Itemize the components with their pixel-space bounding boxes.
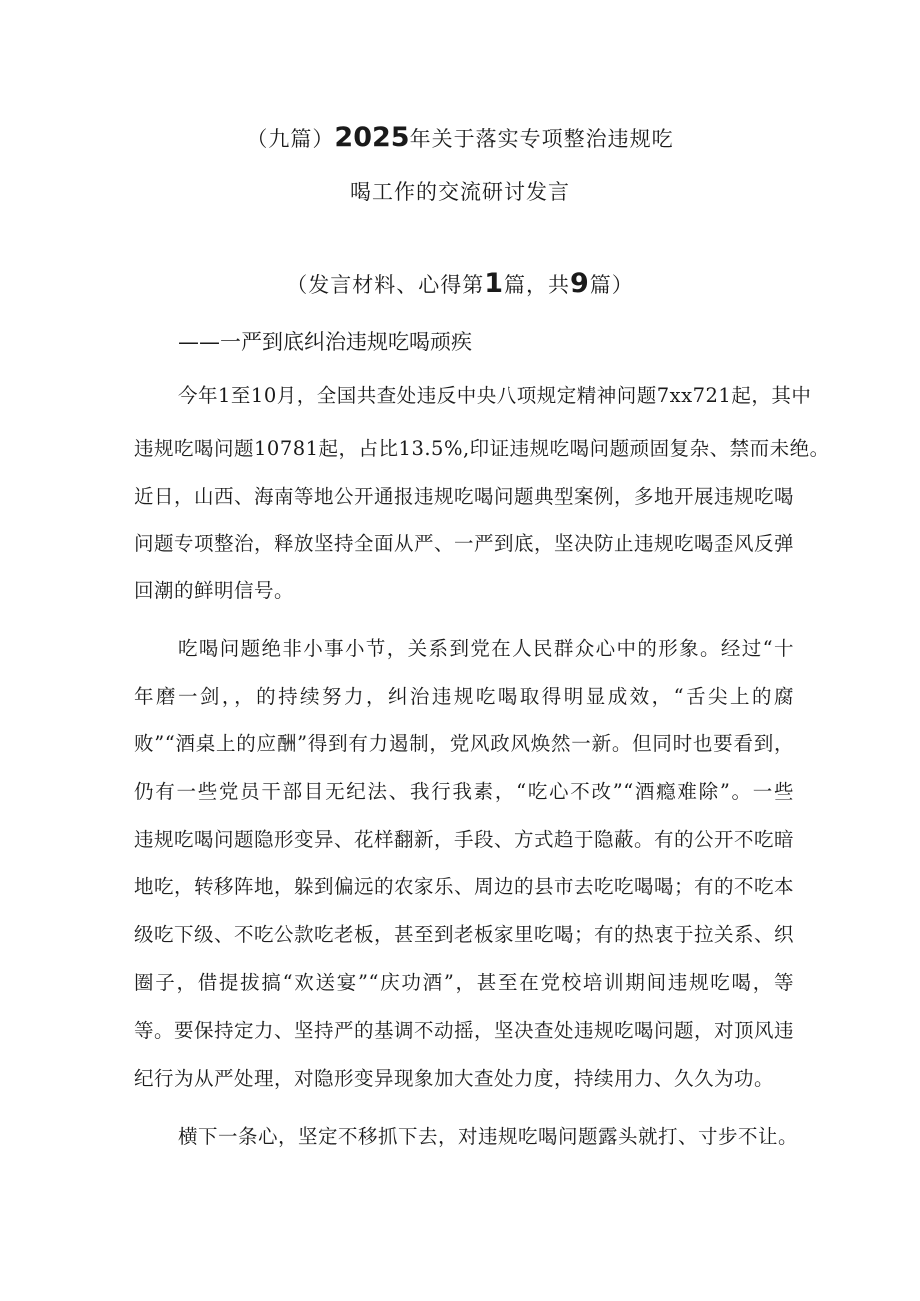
paragraph-2-line-7: 级吃下级、不吃公款吃老板，甚至到老板家里吃喝；有的热衷于拉关系、织 <box>134 923 795 946</box>
paragraph-2-line-1: 吃喝问题绝非小事小节，关系到党在人民群众心中的形象。经过“十 <box>178 637 794 660</box>
subtitle-part-3: 篇） <box>589 273 634 297</box>
subtitle-total-number: 9 <box>570 268 590 299</box>
paragraph-3-line-1: 横下一条心，坚定不移抓下去，对违规吃喝问题露头就打、寸步不让。 <box>178 1125 799 1148</box>
title-prefix: （九篇） <box>246 127 335 151</box>
paragraph-2-line-4: 仍有一些党员干部目无纪法、我行我素，“吃心不改”“酒瘾难除”。一些 <box>134 780 794 803</box>
document-subtitle <box>0 268 920 299</box>
paragraph-2-line-2: 年磨一剑，，的持续努力，纠治违规吃喝取得明显成效，“舌尖上的腐 <box>134 685 794 708</box>
paragraph-2-line-5: 违规吃喝问题隐形变异、花样翻新，手段、方式趋于隐蔽。有的公开不吃暗 <box>134 828 795 851</box>
subtitle-article-number: 1 <box>484 268 504 299</box>
paragraph-2-line-9: 等。要保持定力、坚持严的基调不动摇，坚决查处违规吃喝问题，对顶风违 <box>134 1019 795 1042</box>
paragraph-1-line-5: 回潮的鲜明信号。 <box>134 579 295 602</box>
paragraph-1-line-2: 违规吃喝问题10781起，占比13.5%,印证违规吃喝问题顽固复杂、禁而未绝。 <box>134 437 830 460</box>
paragraph-2-line-3: 败”“酒桌上的应酬”得到有力遏制，党风政风焕然一新。但同时也要看到， <box>134 732 794 755</box>
paragraph-1-line-4: 问题专项整治，释放坚持全面从严、一严到底，坚决防止违规吃喝歪风反弹 <box>134 532 795 555</box>
paragraph-2-line-6: 地吃，转移阵地，躲到偏远的农家乐、周边的县市去吃吃喝喝；有的不吃本 <box>134 875 795 898</box>
title-rest: 年关于落实专项整治违规吃 <box>409 127 674 151</box>
section-heading: ——一严到底纠治违规吃喝顽疾 <box>178 330 472 354</box>
paragraph-2-line-8: 圈子，借提拔搞“欢送宴”“庆功酒”，甚至在党校培训期间违规吃喝，等 <box>134 971 794 994</box>
paragraph-2-line-10: 纪行为从严处理，对隐形变异现象加大查处力度，持续用力、久久为功。 <box>134 1067 775 1090</box>
title-year: 2025 <box>334 122 410 153</box>
paragraph-1-line-3: 近日，山西、海南等地公开通报违规吃喝问题典型案例，多地开展违规吃喝 <box>134 485 795 508</box>
document-title-line-2: 喝工作的交流研讨发言 <box>350 180 570 204</box>
paragraph-1-line-1: 今年1至10月，全国共查处违反中央八项规定精神问题7xx721起，其中 <box>178 384 812 407</box>
subtitle-part-2: 篇，共 <box>504 273 570 297</box>
subtitle-part-1: （发言材料、心得第 <box>286 273 485 297</box>
document-title-line-1 <box>0 122 920 153</box>
